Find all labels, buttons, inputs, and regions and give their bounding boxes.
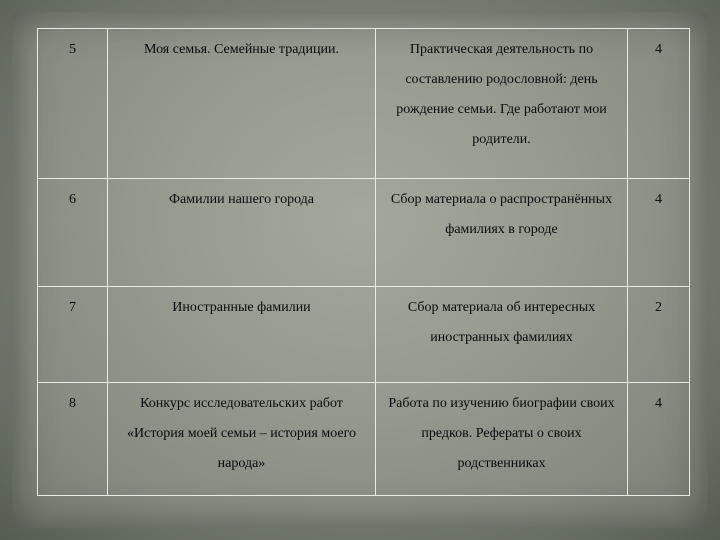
lesson-topic: Иностранные фамилии	[108, 287, 376, 383]
lesson-topic: Фамилии нашего города	[108, 179, 376, 287]
lesson-number: 7	[38, 287, 108, 383]
lesson-plan-table	[37, 28, 690, 496]
lesson-topic: Моя семья. Семейные традиции.	[108, 29, 376, 179]
lesson-hours: 2	[628, 287, 690, 383]
table-row	[38, 29, 690, 179]
lesson-activity: Сбор материала о распространённых фамилиях в городе	[376, 179, 628, 287]
lesson-number: 5	[38, 29, 108, 179]
lesson-activity: Сбор материала об интересных иностранных фамилиях	[376, 287, 628, 383]
lesson-number: 8	[38, 383, 108, 496]
table-row	[38, 287, 690, 383]
lesson-number: 6	[38, 179, 108, 287]
lesson-activity: Практическая деятельность по составлению родословной: день рождение семьи. Где работают мои родители.	[376, 29, 628, 179]
lesson-hours: 4	[628, 383, 690, 496]
lesson-activity: Работа по изучению биографии своих предков. Рефераты о своих родственниках	[376, 383, 628, 496]
lesson-hours: 4	[628, 29, 690, 179]
table-row	[38, 383, 690, 496]
lesson-topic: Конкурс исследовательских работ «История моей семьи – история моего народа»	[108, 383, 376, 496]
lesson-hours: 4	[628, 179, 690, 287]
table-row	[38, 179, 690, 287]
